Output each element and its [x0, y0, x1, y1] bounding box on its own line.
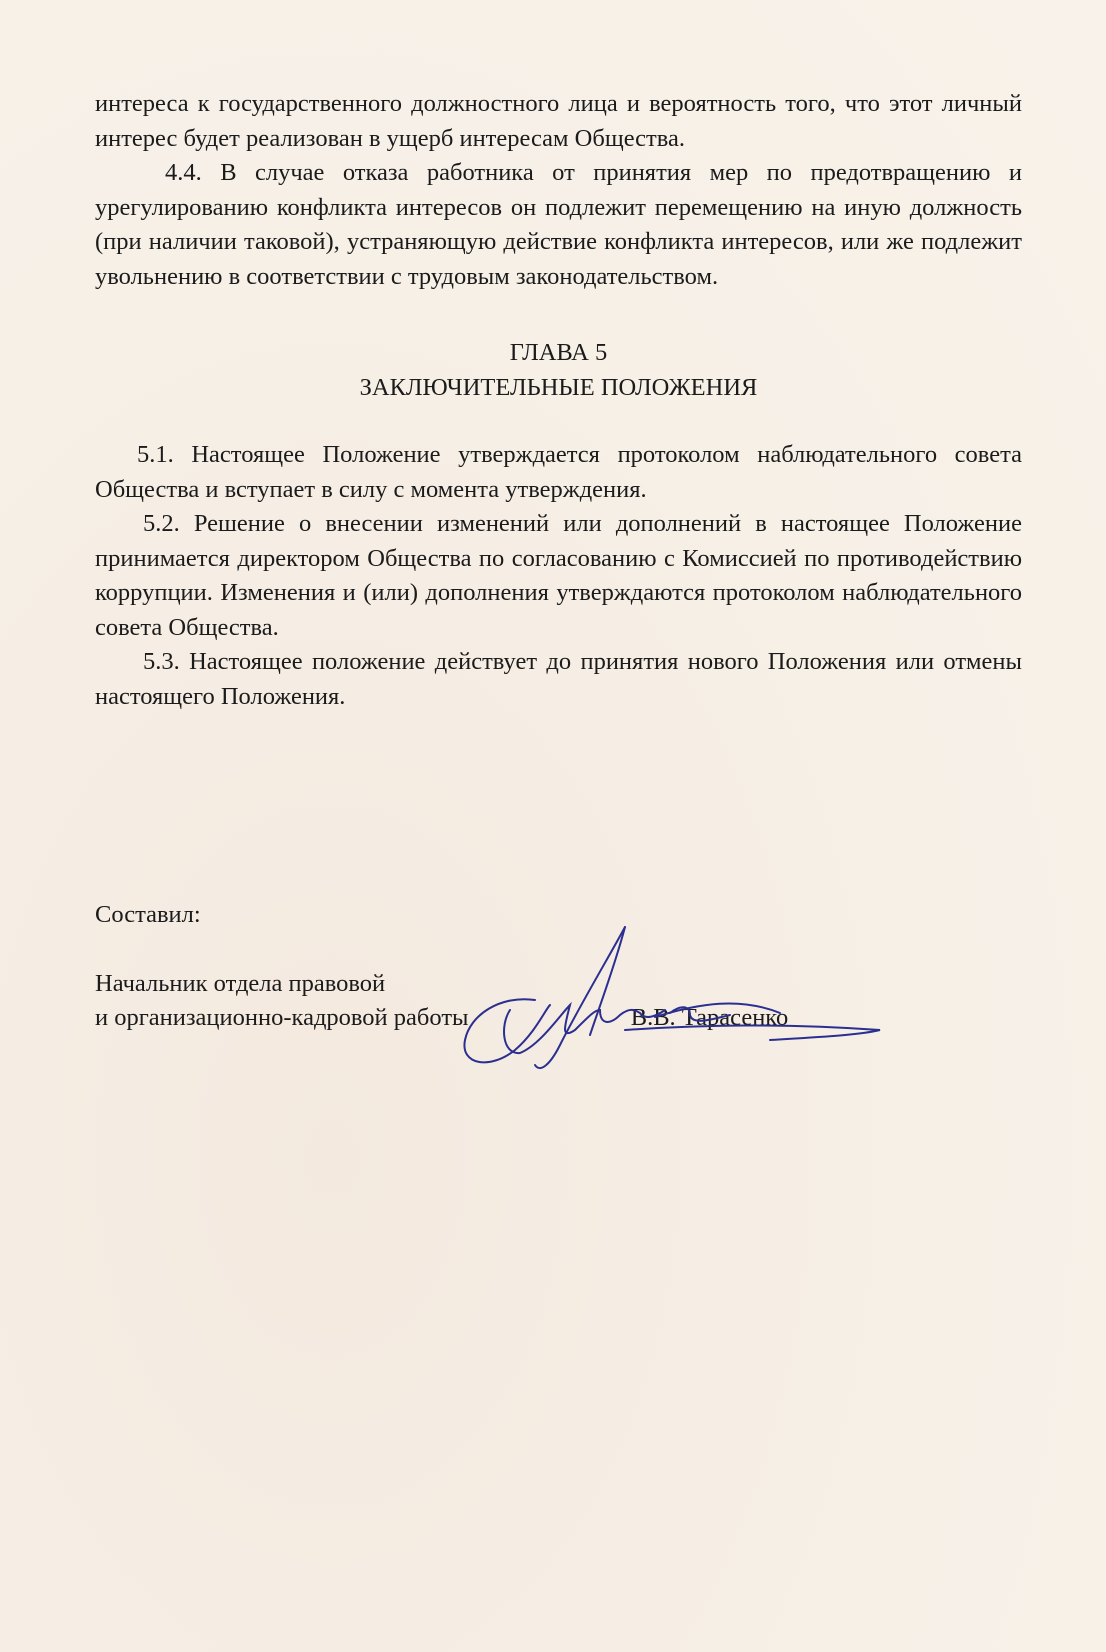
paragraph-5-2: 5.2. Решение о внесении изменений или дополнений в настоящее Положение принимается директором Общества по согласованию с Комиссией по противодействию коррупции. Изменения и (или) дополнения утверждаются протоколом наблюдательного совета Общества. — [95, 510, 1022, 641]
paragraph-4-4: 4.4. В случае отказа работника от принятия мер по предотвращению и урегулированию конфликта интересов он подлежит перемещению на иную должность (при наличии таковой), устраняющую действие конфликта интересов, или же подлежит увольнению в соответствии с трудовым законодательством. — [95, 159, 1022, 290]
chapter-title: ЗАКЛЮЧИТЕЛЬНЫЕ ПОЛОЖЕНИЯ — [359, 373, 758, 401]
chapter-number: ГЛАВА 5 — [509, 339, 608, 366]
position-line-2: и организационно-кадровой работы — [95, 1004, 469, 1031]
position-line-1: Начальник отдела правовой — [95, 969, 386, 997]
signatory-name: В.В. Тарасенко — [630, 1004, 789, 1031]
paragraph-continuation: интереса к государственного должностного лица и вероятность того, что этот личный интерес будет реализован в ущерб интересам Общества. — [95, 90, 1022, 152]
chapter-5-text — [95, 438, 1022, 714]
chapter-heading — [95, 336, 1022, 405]
handwritten-signature — [440, 925, 900, 1075]
compiled-by-label: Составил: — [95, 901, 201, 928]
paragraph-5-3: 5.3. Настоящее положение действует до принятия нового Положения или отмены настоящего Положения. — [95, 648, 1022, 710]
section-4-text — [95, 87, 1022, 294]
paragraph-5-1: 5.1. Настоящее Положение утверждается протоколом наблюдательного совета Общества и вступает в силу с момента утверждения. — [95, 441, 1022, 503]
